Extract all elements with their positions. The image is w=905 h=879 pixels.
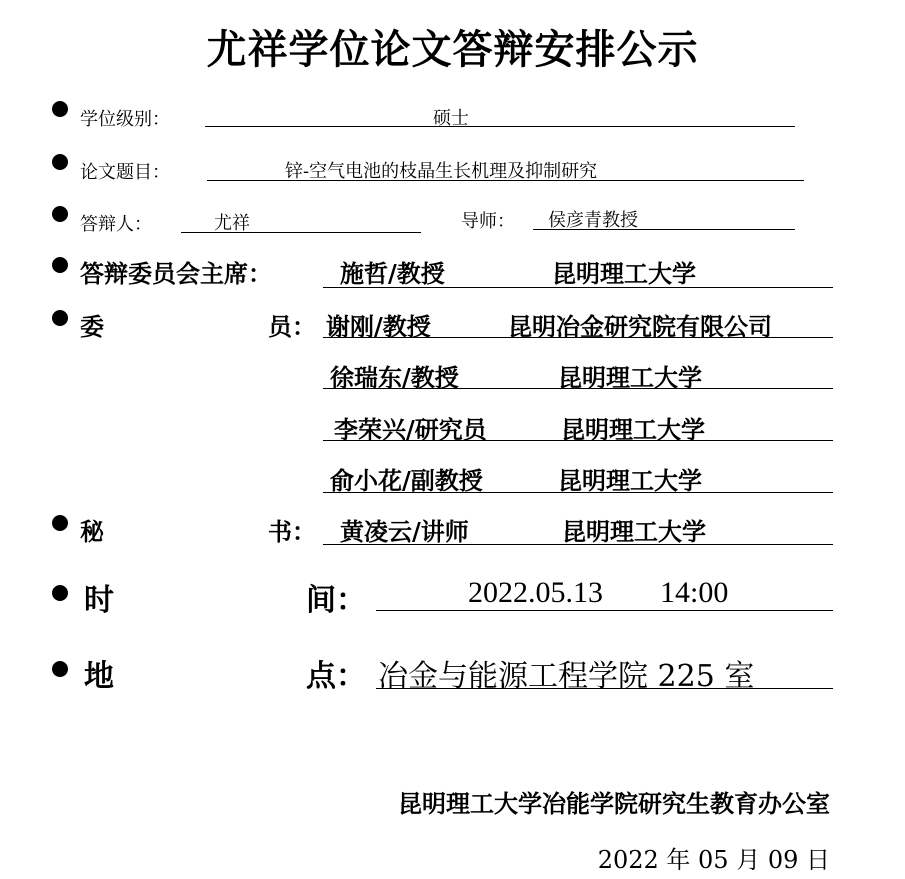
bullet-icon: [52, 206, 68, 222]
bullet-icon: [52, 515, 68, 531]
bullet-icon: [52, 585, 68, 601]
member-underline: [323, 440, 833, 441]
member-org: 昆明理工大学: [558, 466, 702, 495]
chair-name: 施哲/教授: [340, 259, 445, 288]
advisor-label: 导师：: [461, 211, 515, 232]
degree-value: 硕士: [433, 108, 469, 129]
time-date: 2022.05.13: [468, 576, 603, 609]
defender-label: 答辩人：: [80, 214, 152, 235]
member-org: 昆明理工大学: [558, 363, 702, 392]
time-clock: 14:00: [660, 576, 729, 609]
place-value: 冶金与能源工程学院 225 室: [378, 659, 755, 694]
member-name: 俞小花/副教授: [330, 466, 483, 495]
time-underline: [376, 610, 833, 611]
advisor-name: 侯彦青教授: [548, 210, 638, 231]
chair-label: 答辩委员会主席：: [80, 259, 272, 288]
thesis-title: 锌-空气电池的枝晶生长机理及抑制研究: [285, 161, 598, 182]
chair-underline: [323, 287, 833, 288]
thesis-underline: [207, 180, 804, 181]
members-label-right: 员：: [268, 312, 316, 341]
bullet-icon: [52, 101, 68, 117]
place-label-right: 点：: [306, 659, 366, 694]
thesis-label: 论文题目：: [80, 162, 170, 183]
member-underline: [323, 337, 833, 338]
member-underline: [323, 388, 833, 389]
secretary-label-left: 秘: [80, 517, 104, 546]
bullet-icon: [52, 154, 68, 170]
place-label-left: 地: [84, 659, 114, 694]
degree-label: 学位级别：: [80, 109, 170, 130]
bullet-icon: [52, 257, 68, 273]
issue-date: 2022 年 05 月 09 日: [597, 846, 830, 874]
member-org: 昆明理工大学: [561, 415, 705, 444]
member-name: 李荣兴/研究员: [334, 415, 487, 444]
bullet-icon: [52, 310, 68, 326]
member-underline: [323, 492, 833, 493]
secretary-name: 黄凌云/讲师: [340, 517, 469, 546]
place-underline: [376, 688, 833, 689]
member-org: 昆明冶金研究院有限公司: [508, 312, 772, 341]
advisor-underline: [533, 229, 795, 230]
defender-underline: [181, 232, 421, 233]
issuing-office: 昆明理工大学冶能学院研究生教育办公室: [398, 789, 830, 818]
chair-org: 昆明理工大学: [552, 259, 696, 288]
page-title: 尤祥学位论文答辩安排公示: [206, 27, 699, 73]
degree-underline: [205, 126, 795, 127]
bullet-icon: [52, 661, 68, 677]
secretary-org: 昆明理工大学: [562, 517, 706, 546]
time-label-right: 间：: [306, 583, 366, 618]
defender-name: 尤祥: [214, 213, 250, 234]
time-label-left: 时: [84, 583, 114, 618]
secretary-underline: [323, 544, 833, 545]
members-label-left: 委: [80, 312, 104, 341]
member-name: 徐瑞东/教授: [330, 363, 459, 392]
member-name: 谢刚/教授: [326, 312, 431, 341]
secretary-label-right: 书：: [268, 517, 316, 546]
